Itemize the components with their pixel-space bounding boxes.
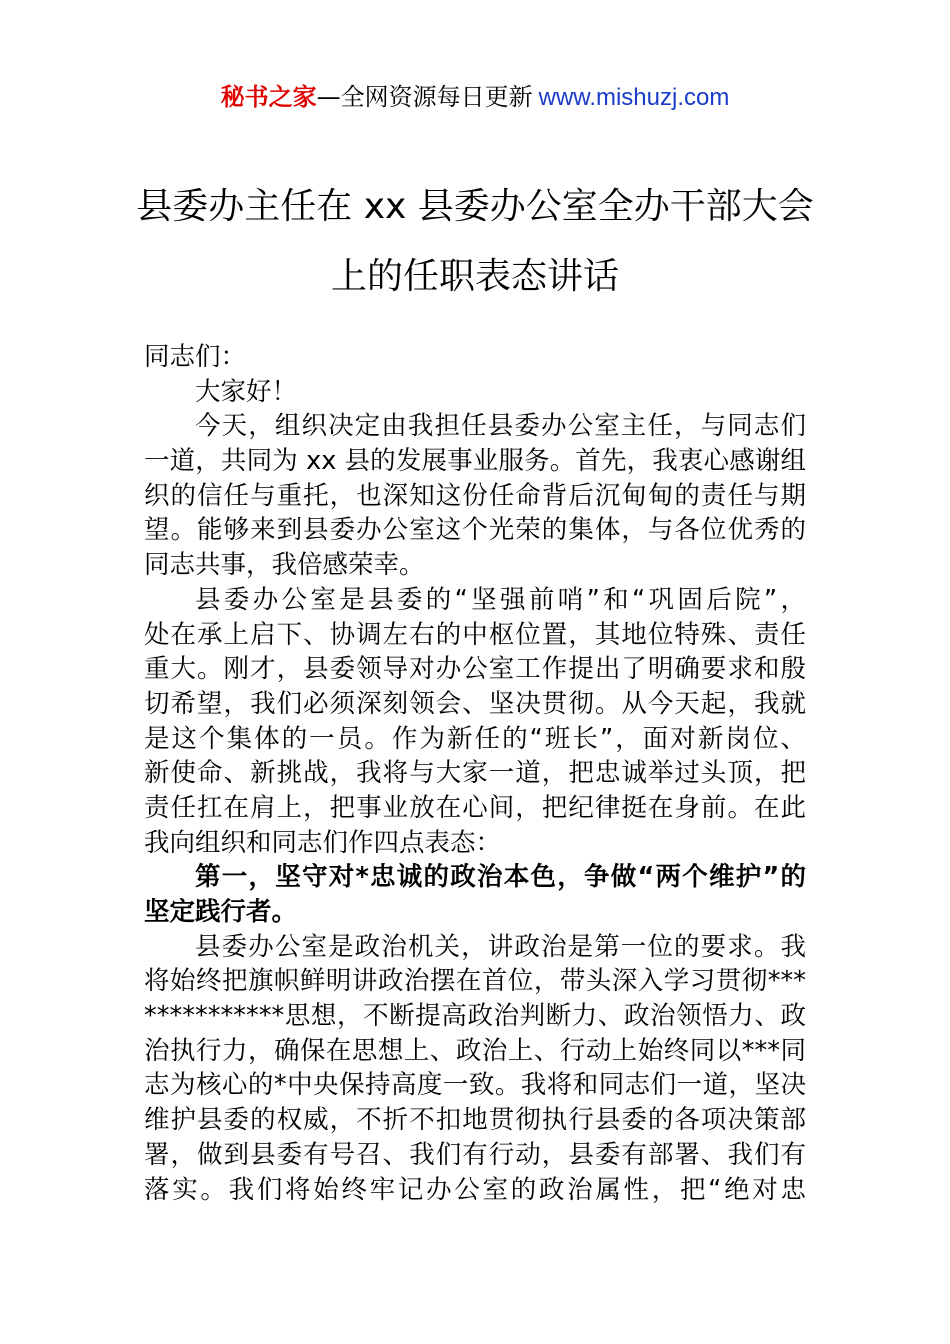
title-line-2: 上的任职表态讲话	[330, 256, 619, 297]
paragraph-line: 织的信任与重托，也深知这份任命背后沉甸甸的责任与期	[144, 480, 806, 511]
paragraph-line: 将始终把旗帜鲜明讲政治摆在首位，带头深入学习贯彻***	[144, 966, 806, 997]
section-heading-line: 第一，坚守对*忠诚的政治本色，争做“两个维护”的	[195, 862, 806, 893]
greeting: 大家好！	[195, 376, 298, 407]
paragraph-line: 是这个集体的一员。作为新任的“班长”，面对新岗位、	[144, 723, 806, 754]
paragraph-line: 重大。刚才，县委领导对办公室工作提出了明确要求和殷	[144, 654, 806, 685]
paragraph-line: 一道，共同为 xx 县的发展事业服务。首先，我衷心感谢组	[144, 446, 806, 477]
site-header	[0, 80, 950, 115]
paragraph-line: 县委办公室是政治机关，讲政治是第一位的要求。我	[195, 931, 806, 962]
paragraph-line: 责任扛在肩上，把事业放在心间，把纪律挺在身前。在此	[144, 792, 806, 823]
paragraph-line: ***********思想，不断提高政治判断力、政治领悟力、政	[144, 1001, 806, 1032]
document-body	[144, 340, 806, 1207]
paragraph-line: 同志共事，我倍感荣幸。	[144, 550, 425, 581]
paragraph-line: 处在承上启下、协调左右的中枢位置，其地位特殊、责任	[144, 619, 806, 650]
paragraph-line: 志为核心的*中央保持高度一致。我将和同志们一道，坚决	[144, 1070, 806, 1101]
paragraph-line: 县委办公室是县委的“坚强前哨”和“巩固后院”，	[195, 584, 806, 615]
brand-name: 秘书之家	[220, 83, 317, 111]
paragraph-line: 落实。我们将始终牢记办公室的政治属性，把“绝对忠	[144, 1174, 806, 1205]
paragraph-line: 今天，组织决定由我担任县委办公室主任，与同志们	[195, 411, 806, 442]
paragraph-line: 署，做到县委有号召、我们有行动，县委有部署、我们有	[144, 1139, 806, 1170]
site-url-link[interactable]: www.mishuzj.com	[538, 84, 730, 111]
section-heading-line: 坚定践行者。	[144, 897, 298, 927]
paragraph-line: 望。能够来到县委办公室这个光荣的集体，与各位优秀的	[144, 515, 806, 546]
paragraph-line: 治执行力，确保在思想上、政治上、行动上始终同以***同	[144, 1035, 806, 1066]
header-tagline: —全网资源每日更新	[316, 83, 533, 111]
paragraph-line: 我向组织和同志们作四点表态：	[144, 827, 502, 858]
paragraph-line: 新使命、新挑战，我将与大家一道，把忠诚举过头顶，把	[144, 758, 806, 789]
paragraph-line: 切希望，我们必须深刻领会、坚决贯彻。从今天起，我就	[144, 688, 806, 719]
title-line-1: 县委办主任在 xx 县委办公室全办干部大会	[136, 186, 814, 227]
paragraph-line: 维护县委的权威，不折不扣地贯彻执行县委的各项决策部	[144, 1105, 806, 1136]
salutation: 同志们：	[144, 342, 247, 372]
document-title	[0, 172, 950, 312]
